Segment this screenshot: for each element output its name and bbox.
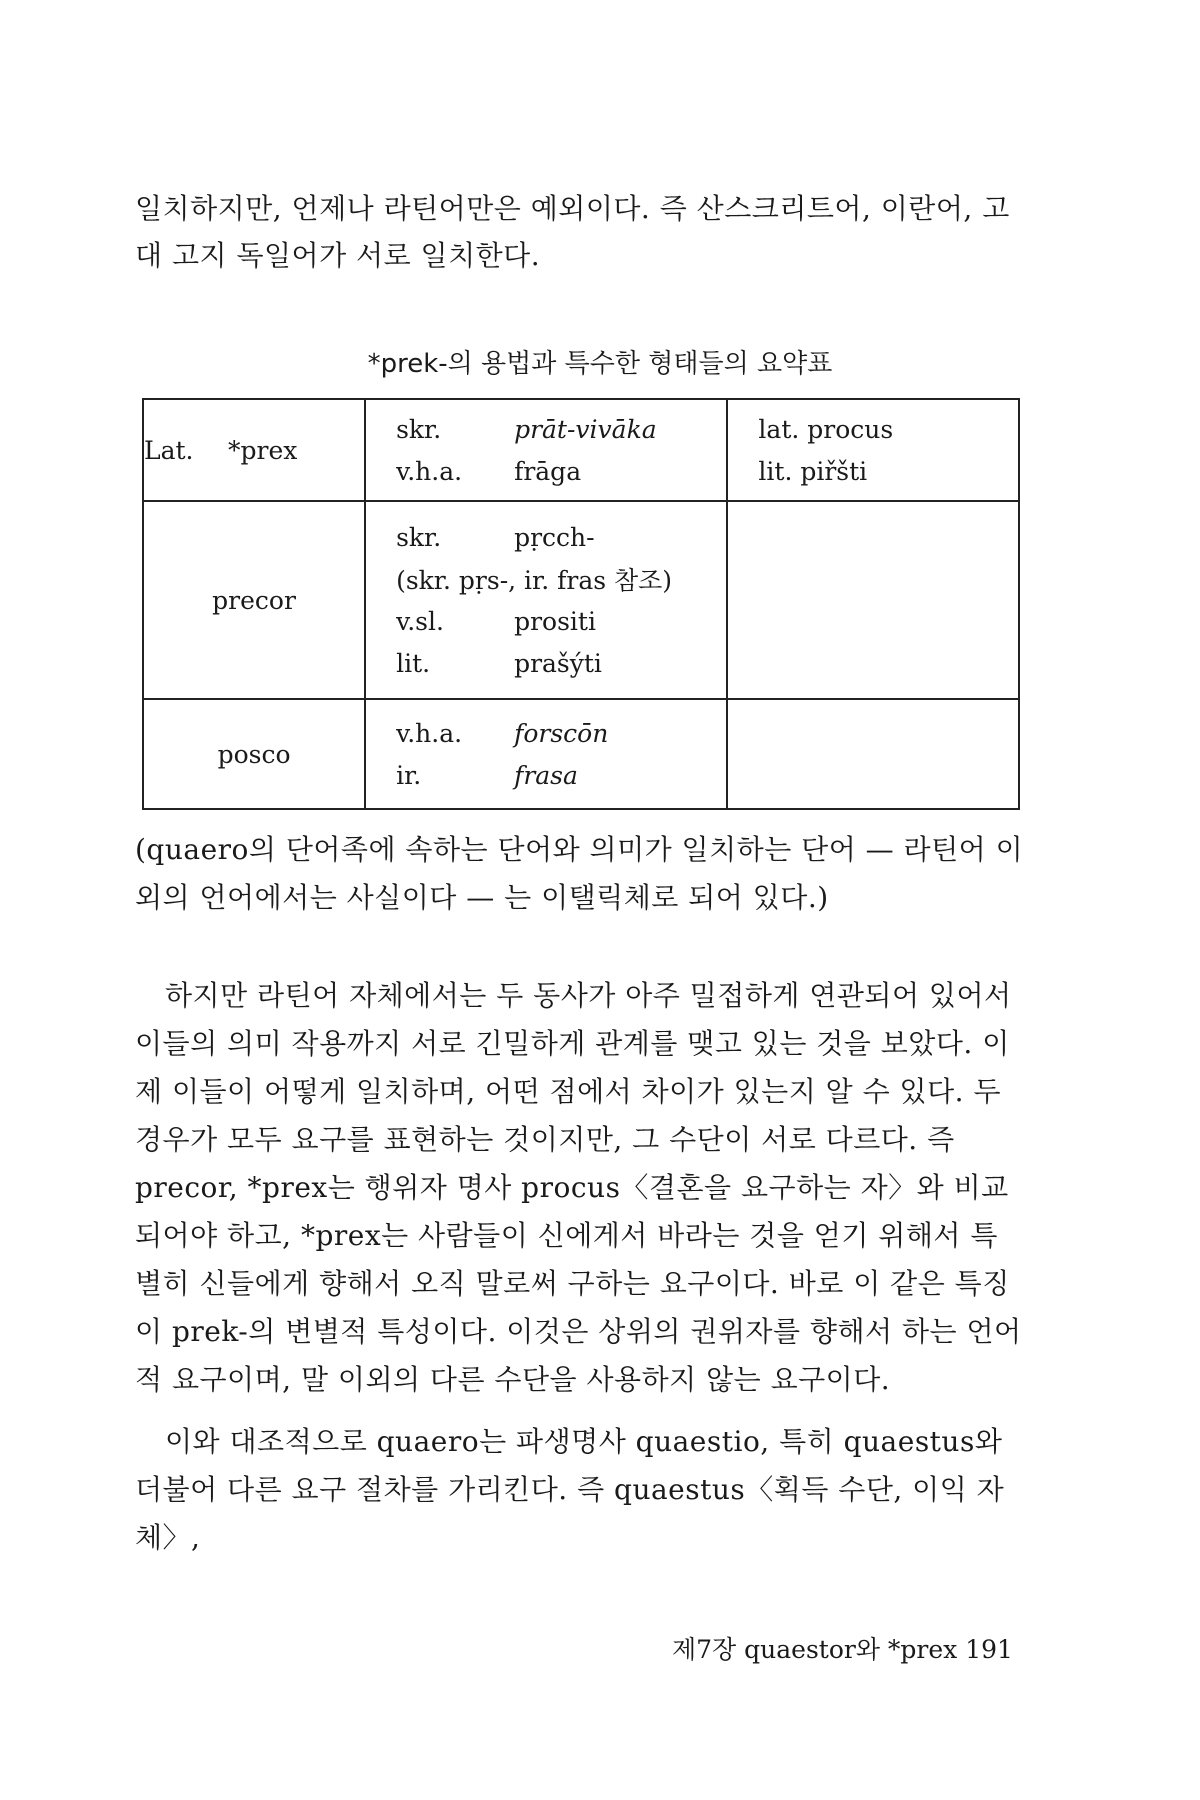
table-cell-latin (143, 501, 365, 699)
latin-form: *prex (228, 435, 298, 465)
cognate-line (396, 642, 726, 684)
summary-table (142, 398, 1020, 810)
cognate-word: forscōn (514, 718, 609, 748)
table-cell-related (727, 399, 1019, 501)
latin-form: posco (217, 739, 291, 769)
table-row (143, 699, 1019, 809)
table-cell-related (727, 699, 1019, 809)
related-line: lit. piřšti (758, 456, 868, 486)
intro-paragraph: 일치하지만, 언제나 라틴어만은 예외이다. 즉 산스크리트어, 이란어, 고대 고지 독일어가 서로 일치한다. (135, 192, 1010, 272)
table-row (143, 501, 1019, 699)
latin-form: precor (212, 585, 296, 615)
body-paragraph: 하지만 라틴어 자체에서는 두 동사가 아주 밀접하게 연관되어 있어서 이들의 의미 작용까지 서로 긴밀하게 관계를 맺고 있는 것을 보았다. 이제 이들이 어떻게 일치하며, 어떤 점에서 차이가 있는지 알 수 있다. 두 경우가 모두 요구를 표현하는 것이지만, 그 수단이 서로 다르다. 즉 precor, *prex는 행위자 명사 procus〈결혼을 요구하는 자〉와 비교되어야 하고, *prex는 사람들이 신에게서 바라는 것을 얻기 위해서 특별히 신들에게 향해서 오직 말로써 구하는 요구이다. 바로 이 같은 특징이 prek-의 변별적 특성이다. 이것은 상위의 권위자를 향해서 하는 언어적 요구이며, 말 이외의 다른 수단을 사용하지 않는 요구이다. (135, 979, 1022, 1396)
table-cell-latin (143, 699, 365, 809)
language-label: v.h.a. (396, 718, 463, 748)
running-footer: 제7장 quaestor와 *prex 191 (672, 1635, 1013, 1664)
cognate-line (396, 516, 726, 558)
cognate-word: prāt-vivāka (514, 414, 657, 444)
cognate-word: prositi (514, 606, 596, 636)
cognate-word: prašýti (514, 648, 602, 678)
cognate-word: pṛcch- (514, 522, 595, 552)
table-row (143, 399, 1019, 501)
language-label: skr. (396, 522, 442, 552)
language-label: v.sl. (396, 606, 444, 636)
language-label: ir. (396, 760, 422, 790)
table-caption: *prek-의 용법과 특수한 형태들의 요약표 (367, 349, 833, 379)
language-label: lit. (396, 648, 431, 678)
table-cell-cognates (365, 399, 727, 501)
cognate-line: (skr. pṛs-, ir. fras 참조) (396, 566, 673, 595)
cognate-line (396, 754, 726, 796)
table-cell-cognates (365, 501, 727, 699)
cognate-line (396, 408, 726, 450)
cognate-line (396, 712, 726, 754)
cognate-line (396, 450, 726, 492)
body-paragraph: 이와 대조적으로 quaero는 파생명사 quaestio, 특히 quaestus와 더불어 다른 요구 절차를 가리킨다. 즉 quaestus〈획득 수단, 이익 자체〉, (135, 1425, 1005, 1554)
language-label: v.h.a. (396, 456, 463, 486)
lat-abbrev: Lat. (144, 435, 194, 465)
table-cell-cognates (365, 699, 727, 809)
table-cell-related (727, 501, 1019, 699)
cognate-word: frāga (514, 456, 582, 486)
cognate-line (396, 600, 726, 642)
table-cell-latin (143, 399, 365, 501)
cognate-word: frasa (514, 760, 578, 790)
language-label: skr. (396, 414, 442, 444)
related-line: lat. procus (758, 414, 894, 444)
table-note: (quaero의 단어족에 속하는 단어와 의미가 일치하는 단어 — 라틴어 이외의 언어에서는 사실이다 — 는 이탤릭체로 되어 있다.) (135, 833, 1024, 914)
